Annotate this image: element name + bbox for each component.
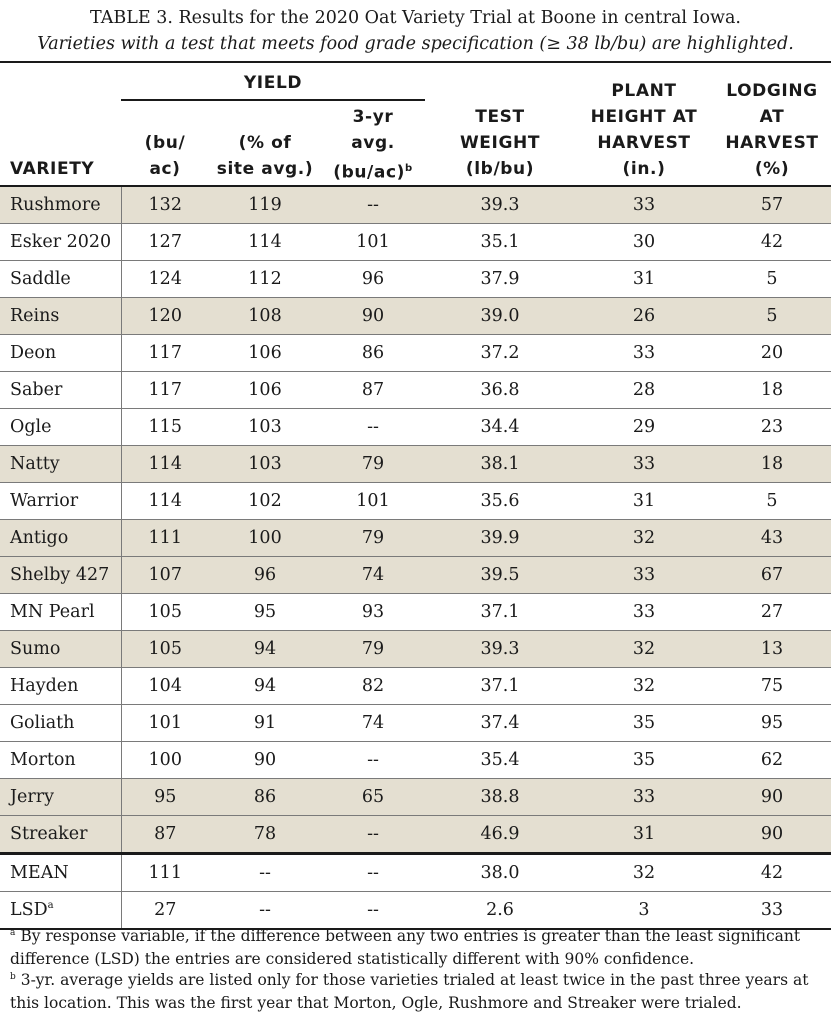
footnote-b: $^b$ 3-yr. average yields are listed only for those varieties trialed at least twice in the past three years at this location. This was the first year that Morton, Ogle, Rushmore and Streaker were trialed.	[10, 971, 809, 1013]
yield-bu-ac-cell: 87	[121, 816, 209, 854]
yield-3yr-cell: --	[321, 892, 425, 930]
yield-pct-cell: 103	[209, 409, 321, 446]
yield-pct-cell: 86	[209, 779, 321, 816]
lodging-cell: 95	[713, 705, 831, 742]
variety-cell: Sumo	[0, 631, 121, 668]
lodging-cell: 20	[713, 335, 831, 372]
yield-pct-cell: 91	[209, 705, 321, 742]
variety-header: VARIETY	[10, 159, 95, 179]
yield-3yr-cell: 74	[321, 557, 425, 594]
plant-height-cell: 28	[575, 372, 713, 409]
lodging-cell: 13	[713, 631, 831, 668]
yield-pct-cell: 102	[209, 483, 321, 520]
lodging-cell: 75	[713, 668, 831, 705]
test-weight-cell: 38.0	[425, 854, 575, 892]
footnote-a: $^a$ By response variable, if the difference between any two entries is greater than the least significant difference (LSD) the entries are considered statistically different with 90% confidence.	[10, 927, 801, 969]
table-row	[0, 483, 831, 520]
plant-height-cell: 33	[575, 446, 713, 483]
plant-height-cell: 32	[575, 668, 713, 705]
plant-height-cell: 33	[575, 186, 713, 224]
lodging-header: LODGING AT HARVEST (%)	[725, 81, 819, 179]
variety-cell: Natty	[0, 446, 121, 483]
test-weight-cell: 39.3	[425, 631, 575, 668]
yield-3yr-cell: 86	[321, 335, 425, 372]
test-weight-cell: 38.8	[425, 779, 575, 816]
table-row	[0, 298, 831, 335]
yield-bu-ac-cell: 27	[121, 892, 209, 930]
test-weight-cell: 46.9	[425, 816, 575, 854]
table-row	[0, 631, 831, 668]
test-weight-cell: 39.9	[425, 520, 575, 557]
plant-height-cell: 33	[575, 335, 713, 372]
yield-3yr-cell: 79	[321, 446, 425, 483]
summary-row	[0, 854, 831, 892]
table-row	[0, 816, 831, 854]
test-weight-cell: 35.4	[425, 742, 575, 779]
test-weight-cell: 36.8	[425, 372, 575, 409]
yield-pct-cell: 90	[209, 742, 321, 779]
yield-bu-ac-header: (bu/ ac)	[144, 133, 186, 179]
table-subtitle: Varieties with a test that meets food grade specification (≥ 38 lb/bu) are highlighted.	[37, 34, 794, 54]
plant-height-cell: 35	[575, 705, 713, 742]
yield-3yr-cell: --	[321, 742, 425, 779]
plant-height-cell: 29	[575, 409, 713, 446]
test-weight-cell: 37.9	[425, 261, 575, 298]
yield-pct-header: (% of site avg.)	[216, 133, 314, 179]
yield-bu-ac-cell: 114	[121, 483, 209, 520]
results-table	[0, 185, 831, 930]
test-weight-cell: 39.3	[425, 186, 575, 224]
yield-3yr-cell: 96	[321, 261, 425, 298]
test-weight-cell: 39.0	[425, 298, 575, 335]
test-weight-cell: 34.4	[425, 409, 575, 446]
test-weight-cell: 37.1	[425, 594, 575, 631]
variety-cell: Goliath	[0, 705, 121, 742]
table-row	[0, 409, 831, 446]
table-row	[0, 520, 831, 557]
yield-bu-ac-cell: 120	[121, 298, 209, 335]
table-row	[0, 224, 831, 261]
table-row	[0, 335, 831, 372]
yield-3yr-cell: --	[321, 816, 425, 854]
yield-bu-ac-cell: 127	[121, 224, 209, 261]
yield-pct-cell: 114	[209, 224, 321, 261]
yield-3yr-cell: --	[321, 186, 425, 224]
variety-cell	[0, 854, 121, 892]
variety-cell: Reins	[0, 298, 121, 335]
lodging-cell: 5	[713, 298, 831, 335]
table-row	[0, 372, 831, 409]
plant-height-cell: 33	[575, 779, 713, 816]
yield-bu-ac-cell: 95	[121, 779, 209, 816]
lodging-cell: 18	[713, 372, 831, 409]
lodging-cell: 90	[713, 816, 831, 854]
plant-height-cell: 32	[575, 631, 713, 668]
variety-cell: Antigo	[0, 520, 121, 557]
plant-height-cell: 33	[575, 557, 713, 594]
yield-pct-cell: --	[209, 854, 321, 892]
yield-bu-ac-cell: 105	[121, 594, 209, 631]
test-weight-cell: 35.1	[425, 224, 575, 261]
yield-3yr-cell: --	[321, 409, 425, 446]
yield-pct-cell: 78	[209, 816, 321, 854]
yield-3yr-cell: 90	[321, 298, 425, 335]
test-weight-cell: 37.1	[425, 668, 575, 705]
yield-pct-cell: 94	[209, 668, 321, 705]
table-row	[0, 186, 831, 224]
lodging-cell: 43	[713, 520, 831, 557]
plant-height-cell: 26	[575, 298, 713, 335]
lodging-cell: 62	[713, 742, 831, 779]
variety-cell: Warrior	[0, 483, 121, 520]
yield-bu-ac-cell: 124	[121, 261, 209, 298]
plant-height-cell: 31	[575, 261, 713, 298]
plant-height-cell: 33	[575, 594, 713, 631]
variety-cell: Esker 2020	[0, 224, 121, 261]
test-weight-cell: 35.6	[425, 483, 575, 520]
table-row	[0, 705, 831, 742]
yield-3yr-cell: 79	[321, 520, 425, 557]
yield-pct-cell: 106	[209, 372, 321, 409]
table-row	[0, 779, 831, 816]
lodging-cell: 33	[713, 892, 831, 930]
yield-bu-ac-cell: 117	[121, 372, 209, 409]
yield-pct-cell: 100	[209, 520, 321, 557]
yield-3yr-cell: 82	[321, 668, 425, 705]
yield-pct-cell: 108	[209, 298, 321, 335]
yield-pct-cell: 96	[209, 557, 321, 594]
yield-pct-cell: 103	[209, 446, 321, 483]
yield-3yr-cell: 93	[321, 594, 425, 631]
yield-bu-ac-cell: 105	[121, 631, 209, 668]
plant-height-cell: 35	[575, 742, 713, 779]
variety-cell: MN Pearl	[0, 594, 121, 631]
yield-bu-ac-cell: 114	[121, 446, 209, 483]
variety-cell: Saddle	[0, 261, 121, 298]
yield-bu-ac-cell: 101	[121, 705, 209, 742]
table-row	[0, 446, 831, 483]
yield-pct-cell: 94	[209, 631, 321, 668]
summary-label: LSD	[10, 900, 48, 920]
yield-bu-ac-cell: 104	[121, 668, 209, 705]
plant-height-cell: 31	[575, 483, 713, 520]
test-weight-cell: 37.2	[425, 335, 575, 372]
yield-3yr-cell: 79	[321, 631, 425, 668]
lodging-cell: 42	[713, 854, 831, 892]
lodging-cell: 42	[713, 224, 831, 261]
yield-3yr-cell: --	[321, 854, 425, 892]
test-weight-cell: 37.4	[425, 705, 575, 742]
test-weight-cell: 39.5	[425, 557, 575, 594]
test-weight-cell: 2.6	[425, 892, 575, 930]
plant-height-cell: 3	[575, 892, 713, 930]
plant-height-cell: 30	[575, 224, 713, 261]
table-row	[0, 261, 831, 298]
lodging-cell: 5	[713, 483, 831, 520]
yield-3yr-cell: 101	[321, 224, 425, 261]
lodging-cell: 90	[713, 779, 831, 816]
lodging-cell: 5	[713, 261, 831, 298]
yield-bu-ac-cell: 115	[121, 409, 209, 446]
plant-height-cell: 32	[575, 520, 713, 557]
plant-height-cell: 31	[575, 816, 713, 854]
yield-pct-cell: 119	[209, 186, 321, 224]
yield-bu-ac-cell: 111	[121, 520, 209, 557]
variety-cell: Ogle	[0, 409, 121, 446]
variety-cell: Streaker	[0, 816, 121, 854]
test-weight-header: TEST WEIGHT (lb/bu)	[459, 107, 541, 179]
yield-bu-ac-cell: 111	[121, 854, 209, 892]
lodging-cell: 18	[713, 446, 831, 483]
lodging-cell: 57	[713, 186, 831, 224]
yield-pct-cell: 112	[209, 261, 321, 298]
yield-bu-ac-cell: 117	[121, 335, 209, 372]
variety-cell: Hayden	[0, 668, 121, 705]
yield-3yr-header: 3-yr avg. $(bu/ac)^b$	[333, 107, 413, 183]
variety-cell: Saber	[0, 372, 121, 409]
yield-pct-cell: 106	[209, 335, 321, 372]
yield-pct-cell: --	[209, 892, 321, 930]
yield-bu-ac-cell: 132	[121, 186, 209, 224]
yield-group-header: YIELD	[243, 73, 303, 93]
table-row	[0, 668, 831, 705]
yield-bu-ac-cell: 107	[121, 557, 209, 594]
yield-3yr-cell: 65	[321, 779, 425, 816]
lodging-cell: 27	[713, 594, 831, 631]
plant-height-header: PLANT HEIGHT AT HARVEST (in.)	[590, 81, 698, 179]
yield-bu-ac-cell: 100	[121, 742, 209, 779]
yield-3yr-cell: 101	[321, 483, 425, 520]
test-weight-cell: 38.1	[425, 446, 575, 483]
table-row	[0, 557, 831, 594]
variety-cell: Shelby 427	[0, 557, 121, 594]
lodging-cell: 23	[713, 409, 831, 446]
table-row	[0, 742, 831, 779]
yield-group-underline	[121, 99, 425, 101]
variety-cell: Jerry	[0, 779, 121, 816]
table-row	[0, 594, 831, 631]
yield-pct-cell: 95	[209, 594, 321, 631]
footnote-marker: a	[47, 900, 54, 912]
yield-3yr-cell: 74	[321, 705, 425, 742]
yield-3yr-cell: 87	[321, 372, 425, 409]
variety-cell: Morton	[0, 742, 121, 779]
table-title: TABLE 3. Results for the 2020 Oat Variety Trial at Boone in central Iowa.	[90, 8, 741, 28]
top-rule	[0, 61, 831, 63]
variety-cell: Rushmore	[0, 186, 121, 224]
lodging-cell: 67	[713, 557, 831, 594]
plant-height-cell: 32	[575, 854, 713, 892]
variety-cell: Deon	[0, 335, 121, 372]
summary-label: MEAN	[10, 863, 69, 883]
